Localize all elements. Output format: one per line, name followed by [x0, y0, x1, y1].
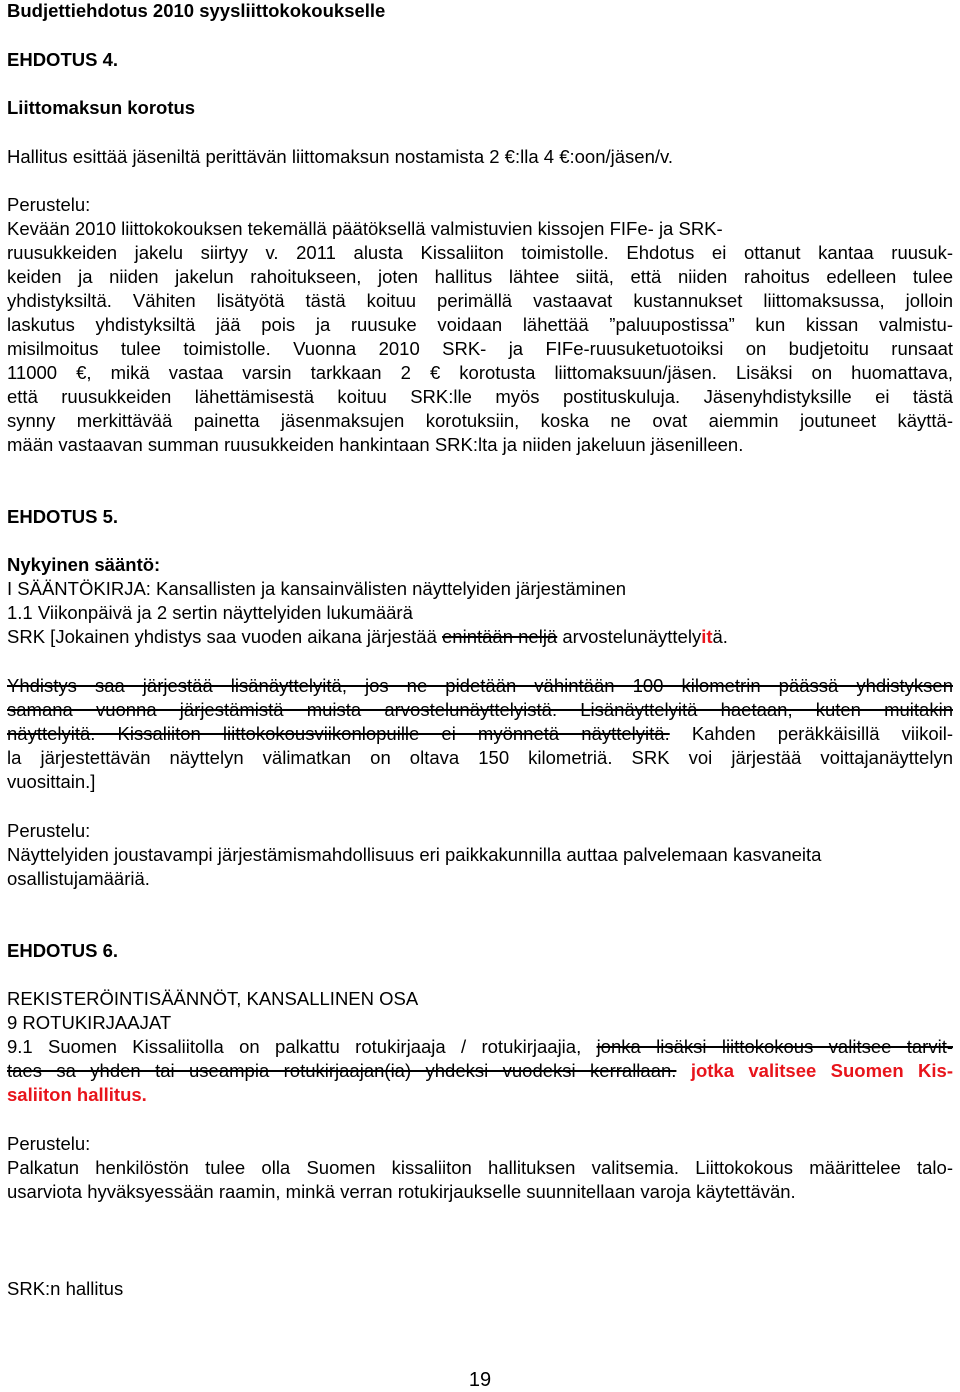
struck-text: näyttelyitä. Kissaliiton liittokokousviikonlopuille ei myönnetä näyttelyitä.: [7, 723, 670, 744]
proposal-5-subsection: 1.1 Viikonpäivä ja 2 sertin näyttelyiden lukumäärä: [7, 602, 413, 623]
proposal-4-rationale-line: keiden ja niiden jakelun rahoitukseen, joten hallitus lähtee siitä, että niiden rahoitus edelleen tulee: [7, 266, 953, 287]
inserted-text: it: [701, 626, 713, 647]
proposal-5-rationale-line: Näyttelyiden joustavampi järjestämismahdollisuus eri paikkakunnilla auttaa palvelemaan kasvaneita: [7, 844, 822, 865]
proposal-5-heading: EHDOTUS 5.: [7, 506, 119, 527]
proposal-6-rationale-line: Palkatun henkilöstön tulee olla Suomen kissaliiton hallituksen valitsemia. Liittokokous määrittelee talo-: [7, 1157, 953, 1178]
page-number: 19: [468, 1369, 492, 1391]
proposal-4-rationale-line: ruusukkeiden jakelu siirtyy v. 2011 alusta Kissaliiton toimistolle. Ehdotus ei ottanut kantaa ruusuk-: [7, 242, 953, 263]
proposal-4-text: Hallitus esittää jäseniltä perittävän liittomaksun nostamista 2 €:lla 4 €:oon/jäsen/v.: [7, 146, 674, 167]
proposal-5-rule-line: [7, 675, 953, 697]
proposal-4-rationale-line: laskutus yhdistyksiltä jää pois ja ruusuke voidaan lähettää ”paluupostissa” kun kissan valmistu-: [7, 314, 953, 335]
inserted-text: saliiton hallitus.: [7, 1084, 147, 1105]
proposal-4-rationale-line: misilmoitus tulee toimistolle. Vuonna 2010 SRK- ja FIFe-ruusuketuotoiksi on budjetoitu runsaat: [7, 338, 953, 359]
proposal-4-rationale-line: mään vastaavan summan ruusukkeiden hankintaan SRK:lta ja niiden jakeluun jäsenilleen.: [7, 434, 744, 455]
proposal-5-rule-line: [7, 699, 953, 721]
proposal-4-rationale-line: yhdistyksiltä. Vähiten lisätyötä tästä koituu perimällä vastaavat kustannukset liittomaksussa, jolloin: [7, 290, 953, 311]
proposal-4-heading: EHDOTUS 4.: [7, 49, 119, 70]
proposal-6-section: REKISTERÖINTISÄÄNNÖT, KANSALLINEN OSA: [7, 988, 419, 1009]
proposal-5-rationale-line: osallistujamääriä.: [7, 868, 150, 889]
proposal-5-rule-line: näyttelyitä. Kissaliiton liittokokousviikonlopuille ei myönnetä näyttelyitä. Kahden peräkkäisillä viikoil-: [7, 723, 953, 744]
proposal-4-rationale-line: että ruusukkeiden lähettämisestä koituu SRK:lle myös postituskuluja. Jäsenyhdistyksille ei tästä: [7, 386, 953, 407]
proposal-5-rule-line: vuosittain.]: [7, 771, 96, 792]
proposal-4-rationale-line: 11000 €, mikä vastaa varsin tarkkaan 2 € korotusta liittomaksuun/jäsen. Lisäksi on huomattava,: [7, 362, 953, 383]
proposal-4-rationale-label: Perustelu:: [7, 194, 91, 215]
proposal-5-current-rule-label: Nykyinen sääntö:: [7, 554, 161, 575]
proposal-5-rationale-label: Perustelu:: [7, 820, 91, 841]
struck-text: Yhdistys saa järjestää lisänäyttelyitä, jos ne pidetään vähintään 100 kilometrin päässä yhdistyksen: [7, 675, 953, 696]
proposal-6-rationale-line: usarviota hyväksyessään raamin, minkä verran rotukirjaukselle suunnitellaan varoja käytettävän.: [7, 1181, 796, 1202]
proposal-5-section: I SÄÄNTÖKIRJA: Kansallisten ja kansainvälisten näyttelyiden järjestäminen: [7, 578, 627, 599]
document-title: Budjettiehdotus 2010 syysliittokokoukselle: [7, 0, 386, 21]
proposal-6-heading: EHDOTUS 6.: [7, 940, 119, 961]
proposal-6-rationale-label: Perustelu:: [7, 1133, 91, 1154]
struck-text: jonka lisäksi liittokokous valitsee tarvit-: [596, 1036, 953, 1057]
signature: SRK:n hallitus: [7, 1278, 124, 1299]
proposal-4-subheading: Liittomaksun korotus: [7, 97, 196, 118]
proposal-4-rationale-line: Kevään 2010 liittokokouksen tekemällä päätöksellä valmistuvien kissojen FIFe- ja SRK-: [7, 218, 723, 239]
struck-text: taes sa yhden tai useampia rotukirjaajan(ia) yhdeksi vuodeksi kerrallaan.: [7, 1060, 677, 1081]
inserted-text: jotka valitsee Suomen Kis-: [676, 1060, 953, 1081]
struck-text: enintään neljä: [442, 626, 558, 647]
proposal-4-rationale-line: synny merkittävää painetta jäsenmaksujen korotuksiin, koska ne ovat aiemmin joutuneet käyttä-: [7, 410, 953, 431]
proposal-6-rule-line: 9.1 Suomen Kissaliitolla on palkattu rotukirjaaja / rotukirjaajia, jonka lisäksi liittokokous valitsee tarvit-: [7, 1036, 953, 1057]
struck-text: samana vuonna järjestämistä muista arvostelunäyttelyistä. Lisänäyttelyitä haetaan, kuten muitakin: [7, 699, 953, 720]
proposal-6-chapter: 9 ROTUKIRJAAJAT: [7, 1012, 172, 1033]
proposal-5-rule-line: la järjestettävän näyttelyn välimatkan on oltava 150 kilometriä. SRK voi järjestää voittajanäyttelyn: [7, 747, 953, 768]
proposal-5-rule-line: SRK [Jokainen yhdistys saa vuoden aikana järjestää enintään neljä arvostelunäyttelyitä.: [7, 626, 728, 647]
proposal-6-rule-line: [7, 1060, 953, 1082]
